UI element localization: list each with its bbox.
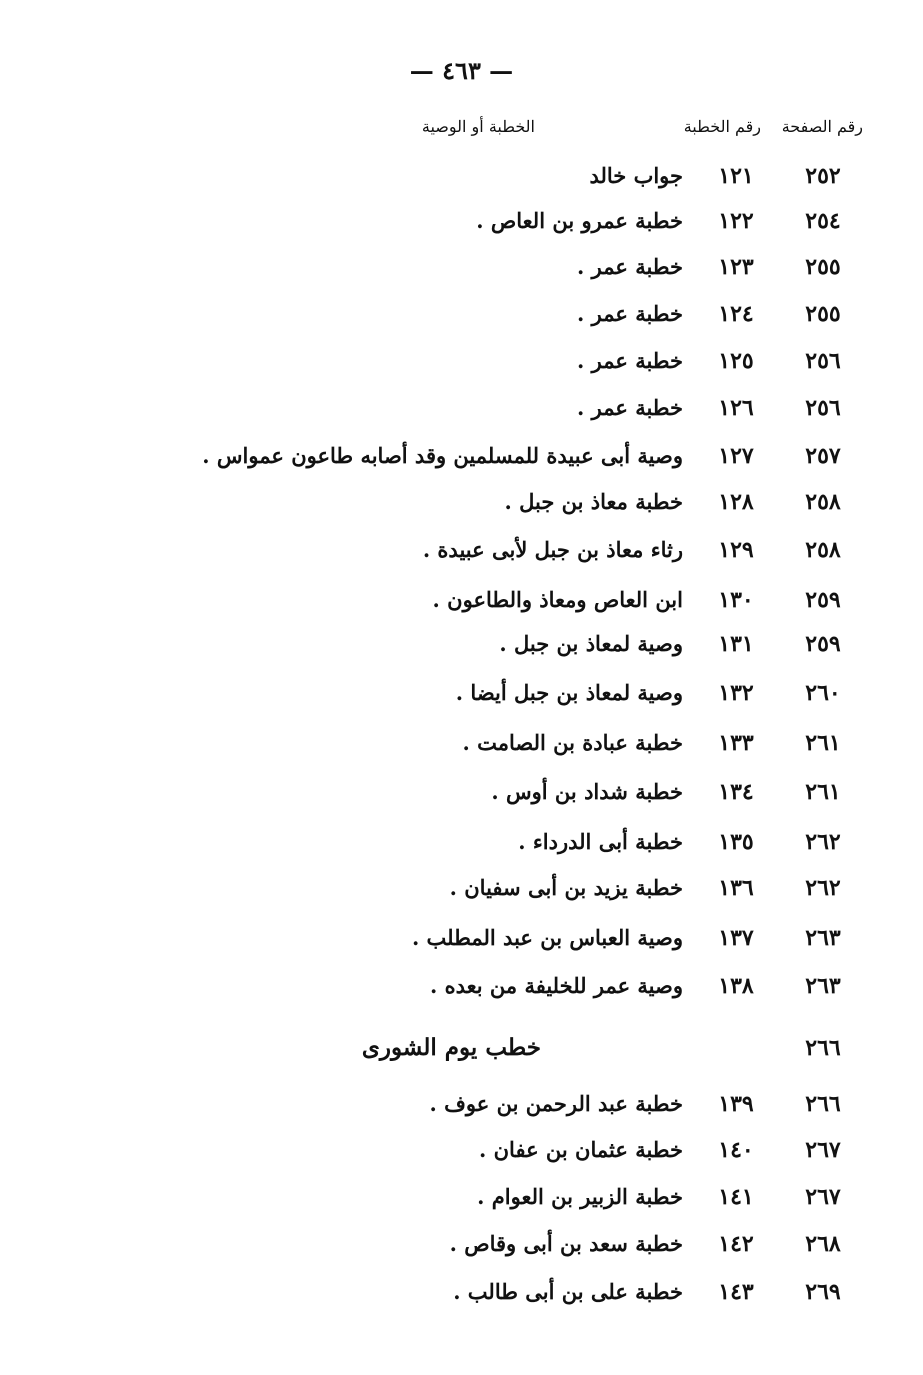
row-title: وصية أبى عبيدة للمسلمين وقد أصابه طاعون عمواس . bbox=[202, 443, 683, 468]
row-number: ١٣٦ bbox=[718, 875, 754, 901]
row-page: ٢٦٣ bbox=[805, 925, 841, 951]
row-title: خطبة عبادة بن الصامت . bbox=[462, 730, 683, 755]
row-number: ١٢٨ bbox=[718, 489, 754, 515]
row-number: ١٢٧ bbox=[718, 443, 754, 469]
row-number: ١٢٣ bbox=[718, 254, 754, 280]
table-row bbox=[0, 247, 923, 287]
row-number: ١٣٤ bbox=[718, 779, 754, 805]
row-title: وصية العباس بن عبد المطلب . bbox=[411, 925, 683, 950]
row-page: ٢٦٣ bbox=[805, 973, 841, 999]
row-page: ٢٦٧ bbox=[805, 1137, 841, 1163]
table-row bbox=[0, 918, 923, 958]
row-page: ٢٥٢ bbox=[805, 163, 841, 189]
row-title: خطبة عمر . bbox=[577, 395, 683, 420]
section-page: ٢٦٦ bbox=[805, 1035, 841, 1061]
row-title: خطبة سعد بن أبى وقاص . bbox=[449, 1231, 683, 1256]
row-page: ٢٥٨ bbox=[805, 489, 841, 515]
row-number: ١٣٨ bbox=[718, 973, 754, 999]
row-page: ٢٥٧ bbox=[805, 443, 841, 469]
row-number: ١٤٣ bbox=[718, 1279, 754, 1305]
row-page: ٢٦٨ bbox=[805, 1231, 841, 1257]
row-title: خطبة عمرو بن العاص . bbox=[476, 208, 683, 233]
table-row bbox=[0, 294, 923, 334]
table-row bbox=[0, 436, 923, 476]
row-number: ١٢٦ bbox=[718, 395, 754, 421]
row-page: ٢٦٦ bbox=[805, 1091, 841, 1117]
row-title: خطبة على بن أبى طالب . bbox=[453, 1279, 683, 1304]
section-title: خطب يوم الشورى bbox=[361, 1034, 541, 1061]
row-page: ٢٥٥ bbox=[805, 254, 841, 280]
header-page-column: رقم الصفحة bbox=[781, 117, 863, 136]
row-title: ابن العاص ومعاذ والطاعون . bbox=[432, 587, 683, 612]
row-number: ١٣٧ bbox=[718, 925, 754, 951]
row-page: ٢٥٩ bbox=[805, 631, 841, 657]
row-page: ٢٥٦ bbox=[805, 348, 841, 374]
row-number: ١٢٢ bbox=[718, 208, 754, 234]
row-number: ١٣٩ bbox=[718, 1091, 754, 1117]
row-page: ٢٥٥ bbox=[805, 301, 841, 327]
page-number: — ٤٦٣ — bbox=[409, 56, 514, 85]
row-number: ١٤١ bbox=[718, 1184, 754, 1210]
row-title: خطبة يزيد بن أبى سفيان . bbox=[449, 875, 683, 900]
row-number: ١٣٥ bbox=[718, 829, 754, 855]
row-page: ٢٦١ bbox=[805, 779, 841, 805]
table-row bbox=[0, 201, 923, 241]
row-title: رثاء معاذ بن جبل لأبى عبيدة . bbox=[422, 537, 683, 562]
header-number-column: رقم الخطبة bbox=[683, 117, 761, 136]
row-title: وصية لمعاذ بن جبل . bbox=[499, 631, 683, 656]
row-page: ٢٥٤ bbox=[805, 208, 841, 234]
table-row bbox=[0, 1084, 923, 1124]
row-page: ٢٦١ bbox=[805, 730, 841, 756]
row-title: خطبة عمر . bbox=[577, 254, 683, 279]
row-page: ٢٦٩ bbox=[805, 1279, 841, 1305]
table-row bbox=[0, 868, 923, 908]
row-number: ١٢١ bbox=[718, 163, 754, 189]
row-number: ١٣١ bbox=[718, 631, 754, 657]
row-number: ١٣٠ bbox=[718, 587, 754, 613]
row-title: خطبة الزبير بن العوام . bbox=[477, 1184, 683, 1209]
row-number: ١٤٢ bbox=[718, 1231, 754, 1257]
table-row bbox=[0, 624, 923, 664]
row-title: خطبة عمر . bbox=[577, 348, 683, 373]
row-page: ٢٦٢ bbox=[805, 829, 841, 855]
table-row bbox=[0, 1177, 923, 1217]
table-row bbox=[0, 723, 923, 763]
row-page: ٢٦٧ bbox=[805, 1184, 841, 1210]
table-row bbox=[0, 822, 923, 862]
row-number: ١٣٣ bbox=[718, 730, 754, 756]
row-title: وصية لمعاذ بن جبل أيضا . bbox=[455, 680, 683, 705]
row-title: وصية عمر للخليفة من بعده . bbox=[429, 973, 683, 998]
row-number: ١٤٠ bbox=[718, 1137, 754, 1163]
row-number: ١٢٩ bbox=[718, 537, 754, 563]
table-row bbox=[0, 341, 923, 381]
row-title: جواب خالد bbox=[589, 163, 683, 188]
table-row bbox=[0, 580, 923, 620]
row-number: ١٢٥ bbox=[718, 348, 754, 374]
row-page: ٢٦٠ bbox=[805, 680, 841, 706]
section-heading-row bbox=[0, 1028, 923, 1068]
row-number: ١٣٢ bbox=[718, 680, 754, 706]
row-title: خطبة عبد الرحمن بن عوف . bbox=[429, 1091, 683, 1116]
table-row bbox=[0, 530, 923, 570]
row-page: ٢٦٢ bbox=[805, 875, 841, 901]
table-row bbox=[0, 1130, 923, 1170]
row-page: ٢٥٩ bbox=[805, 587, 841, 613]
row-number: ١٢٤ bbox=[718, 301, 754, 327]
table-row bbox=[0, 673, 923, 713]
table-row bbox=[0, 966, 923, 1006]
header-title-column: الخطبة أو الوصية bbox=[421, 117, 535, 136]
row-title: خطبة شداد بن أوس . bbox=[491, 779, 683, 804]
row-page: ٢٥٨ bbox=[805, 537, 841, 563]
table-row bbox=[0, 388, 923, 428]
table-row bbox=[0, 1224, 923, 1264]
table-row bbox=[0, 1272, 923, 1312]
row-title: خطبة أبى الدرداء . bbox=[518, 829, 683, 854]
row-title: خطبة عمر . bbox=[577, 301, 683, 326]
table-row bbox=[0, 772, 923, 812]
table-row bbox=[0, 482, 923, 522]
row-title: خطبة عثمان بن عفان . bbox=[479, 1137, 683, 1162]
table-row bbox=[0, 156, 923, 196]
row-title: خطبة معاذ بن جبل . bbox=[504, 489, 683, 514]
row-page: ٢٥٦ bbox=[805, 395, 841, 421]
